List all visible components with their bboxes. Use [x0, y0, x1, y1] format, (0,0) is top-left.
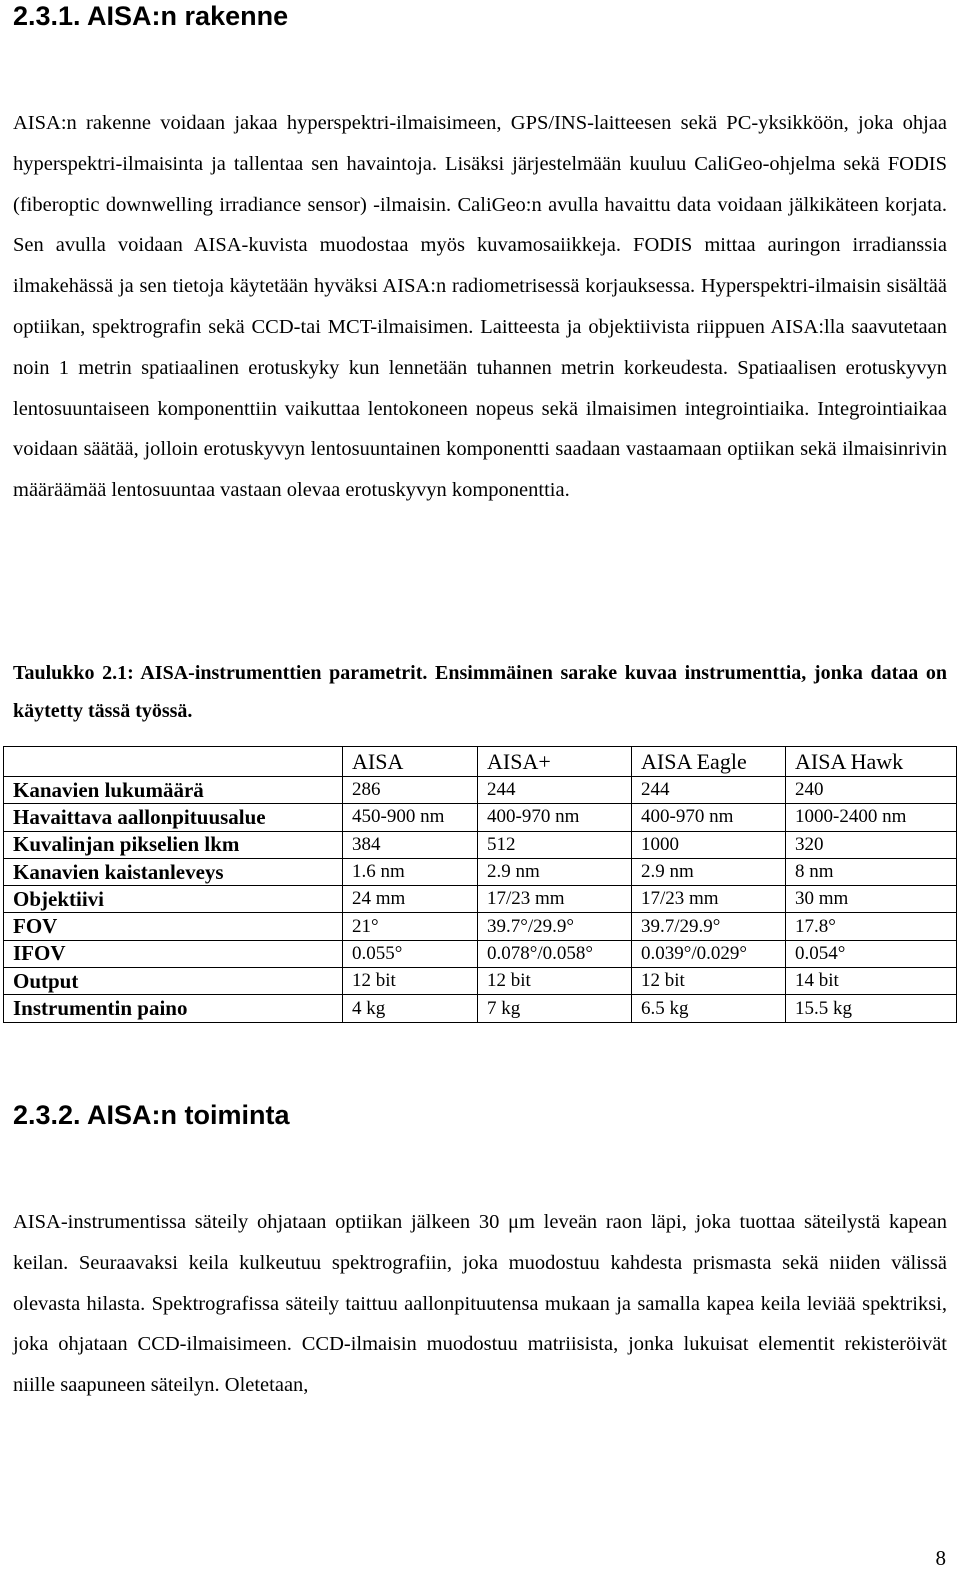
table-cell: 2.9 nm	[478, 858, 632, 885]
table-cell: 6.5 kg	[632, 995, 786, 1022]
row-label: Output	[4, 968, 343, 995]
row-label: Kanavien kaistanleveys	[4, 858, 343, 885]
section-paragraph-rakenne: AISA:n rakenne voidaan jakaa hyperspektri-ilmaisimeen, GPS/INS-laitteesen sekä PC-yksikköön, joka ohjaa hyperspektri-ilmaisinta ja tallentaa sen havaintoja. Lisäksi järjestelmään kuuluu CaliGeo-ohjelma sekä FODIS (fiberoptic downwelling irradiance sensor) -ilmaisin. CaliGeo:n avulla havaittu data voidaan jälkikäteen korjata. Sen avulla voidaan AISA-kuvista muodostaa myös kuvamosaiikkeja. FODIS mittaa auringon irradianssia ilmakehässä ja sen tietoja käytetään hyväksi AISA:n radiometrisessä korjauksessa. Hyperspektri-ilmaisin sisältää optiikan, spektrografin sekä CCD-tai MCT-ilmaisimen. Laitteesta ja objektiivista riippuen AISA:lla saavutetaan noin 1 metrin spatiaalinen erotuskyky kun lennetään tuhannen metrin korkeudesta. Spatiaalisen erotuskyvyn lentosuuntaiseen komponenttiin vaikuttaa lentokoneen nopeus sekä ilmaisimen integrointiaika. Integrointiaikaa voidaan säätää, jolloin erotuskyvyn lentosuuntainen komponentti saadaan vastaamaan optiikan sekä ilmaisinrivin määräämää lentosuuntaa vastaan olevaa erotuskyvyn komponenttia.	[13, 112, 947, 502]
table-cell: 0.039°/0.029°	[632, 940, 786, 967]
table-row	[4, 858, 957, 885]
table-row	[4, 886, 957, 913]
table-cell: 7 kg	[478, 995, 632, 1022]
table-cell: 4 kg	[343, 995, 478, 1022]
table-caption: Taulukko 2.1: AISA-instrumenttien parametrit. Ensimmäinen sarake kuvaa instrumenttia, jonka dataa on käytetty tässä työssä.	[13, 662, 947, 722]
table-cell: 24 mm	[343, 886, 478, 913]
row-label: IFOV	[4, 940, 343, 967]
row-label: Havaittava aallonpituusalue	[4, 804, 343, 831]
section-paragraph-toiminta: AISA-instrumentissa säteily ohjataan optiikan jälkeen 30 μm leveän raon läpi, joka tuottaa säteilystä kapean keilan. Seuraavaksi keila kulkeutuu spektrografiin, joka muodostuu kahdesta prismasta sekä niiden välissä olevasta hilasta. Spektrografissa säteily taittuu aallonpituutensa mukaan ja samalla kapea keila leviää spektriksi, joka ohjataan CCD-ilmaisimeen. CCD-ilmaisin muodostuu matriisista, jonka lukuisat elementit rekisteröivät niille saapuneen säteilyn. Oletetaan,	[13, 1211, 947, 1397]
row-label: Objektiivi	[4, 886, 343, 913]
table-cell: 12 bit	[632, 968, 786, 995]
table-row	[4, 831, 957, 858]
table-cell: 1000-2400 nm	[786, 804, 957, 831]
table-cell: 12 bit	[478, 968, 632, 995]
table-cell: 244	[632, 777, 786, 804]
table-cell: 15.5 kg	[786, 995, 957, 1022]
header-cell-aisa-hawk: AISA Hawk	[786, 747, 957, 777]
table-header-row	[4, 747, 957, 777]
header-cell-aisa: AISA	[343, 747, 478, 777]
table-cell: 12 bit	[343, 968, 478, 995]
table-row	[4, 968, 957, 995]
table-cell: 0.078°/0.058°	[478, 940, 632, 967]
table-cell: 2.9 nm	[632, 858, 786, 885]
section-heading-rakenne: 2.3.1. AISA:n rakenne	[13, 1, 289, 31]
table-row	[4, 804, 957, 831]
table-row	[4, 940, 957, 967]
table-cell: 240	[786, 777, 957, 804]
section-heading-toiminta: 2.3.2. AISA:n toiminta	[13, 1100, 290, 1130]
table-row	[4, 995, 957, 1022]
table-cell: 17.8°	[786, 913, 957, 940]
table-cell: 286	[343, 777, 478, 804]
table-cell: 244	[478, 777, 632, 804]
table-cell: 17/23 mm	[632, 886, 786, 913]
table-cell: 21°	[343, 913, 478, 940]
table-cell: 320	[786, 831, 957, 858]
row-label: Instrumentin paino	[4, 995, 343, 1022]
row-label: Kuvalinjan pikselien lkm	[4, 831, 343, 858]
row-label: Kanavien lukumäärä	[4, 777, 343, 804]
table-cell: 384	[343, 831, 478, 858]
table-cell: 400-970 nm	[632, 804, 786, 831]
table-cell: 39.7°/29.9°	[478, 913, 632, 940]
table-cell: 0.054°	[786, 940, 957, 967]
table-cell: 400-970 nm	[478, 804, 632, 831]
header-cell-aisa-eagle: AISA Eagle	[632, 747, 786, 777]
table-cell: 0.055°	[343, 940, 478, 967]
page-number: 8	[935, 1546, 946, 1570]
table-cell: 14 bit	[786, 968, 957, 995]
table-cell: 8 nm	[786, 858, 957, 885]
row-label: FOV	[4, 913, 343, 940]
table-row	[4, 777, 957, 804]
table-cell: 30 mm	[786, 886, 957, 913]
table-cell: 512	[478, 831, 632, 858]
header-cell-empty	[4, 747, 343, 777]
table-row	[4, 913, 957, 940]
table-cell: 1000	[632, 831, 786, 858]
table-cell: 1.6 nm	[343, 858, 478, 885]
table-cell: 17/23 mm	[478, 886, 632, 913]
parameters-table	[3, 746, 957, 1023]
table-cell: 450-900 nm	[343, 804, 478, 831]
table-cell: 39.7/29.9°	[632, 913, 786, 940]
header-cell-aisa-plus: AISA+	[478, 747, 632, 777]
